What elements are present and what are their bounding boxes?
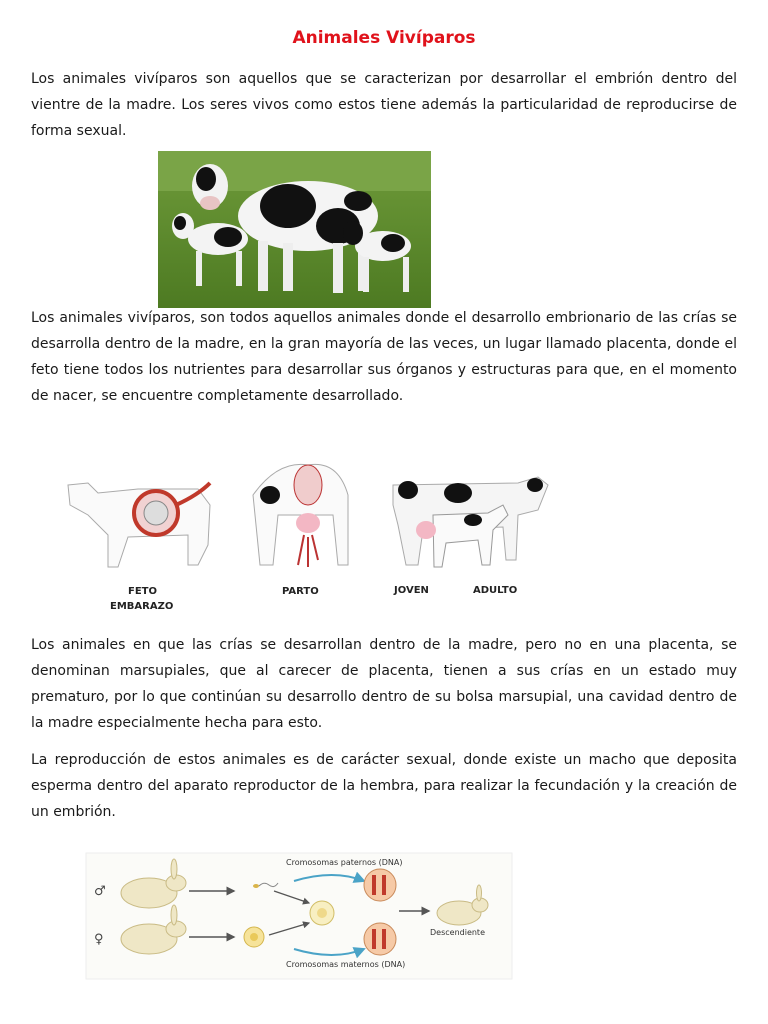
label-parto: PARTO — [282, 586, 319, 597]
zygote-icon — [310, 901, 334, 925]
label-offspring: Descendiente — [430, 928, 485, 937]
rabbit-reproduction-diagram — [64, 851, 514, 981]
label-paternal-chromosomes: Cromosomas paternos (DNA) — [286, 858, 403, 867]
label-feto: FETO — [128, 586, 157, 597]
label-maternal-chromosomes: Cromosomas maternos (DNA) — [286, 960, 406, 969]
paragraph-placenta: Los animales vivíparos, son todos aquellos animales donde el desarrollo embrionario de las crías se desarrolla dentro de la madre, en la gran mayoría de las veces, un lugar llamado placenta, donde el feto tiene todos los nutrientes para desarrollar sus órganos y estructuras para que, en el momento de nacer, se encuentre completamente desarrollado. — [31, 310, 737, 404]
label-adulto: ADULTO — [473, 585, 518, 596]
male-symbol: ♂ — [94, 884, 106, 899]
label-embarazo: EMBARAZO — [110, 601, 174, 612]
label-joven: JOVEN — [394, 585, 429, 596]
maternal-chromosomes-icon — [364, 923, 396, 955]
paternal-chromosomes-icon — [364, 869, 396, 901]
cow-photo — [158, 151, 431, 308]
paragraph-marsupials: Los animales en que las crías se desarrollan dentro de la madre, pero no en una placenta, se denominan marsupiales, que al carecer de placenta, tienen a sus crías en un estado muy prematuro, por lo que continúan su desarrollo dentro de su bolsa marsupial, una cavidad dentro de la madre especialmente hecha para esto. — [31, 637, 737, 731]
paragraph-reproduction: La reproducción de estos animales es de carácter sexual, donde existe un macho que deposita esperma dentro del aparato reproductor de la hembra, para realizar la fecundación y la creación de un embrión. — [31, 752, 737, 820]
paragraph-intro: Los animales vivíparos son aquellos que se caracterizan por desarrollar el embrión dentro del vientre de la madre. Los seres vivos como estos tiene además la particularidad de reproducirse de forma sexual. — [31, 71, 737, 139]
female-symbol: ♀ — [94, 932, 104, 947]
egg-icon — [244, 927, 264, 947]
document-title: Animales Vivíparos — [292, 28, 476, 48]
cow-stages-diagram — [48, 455, 560, 615]
